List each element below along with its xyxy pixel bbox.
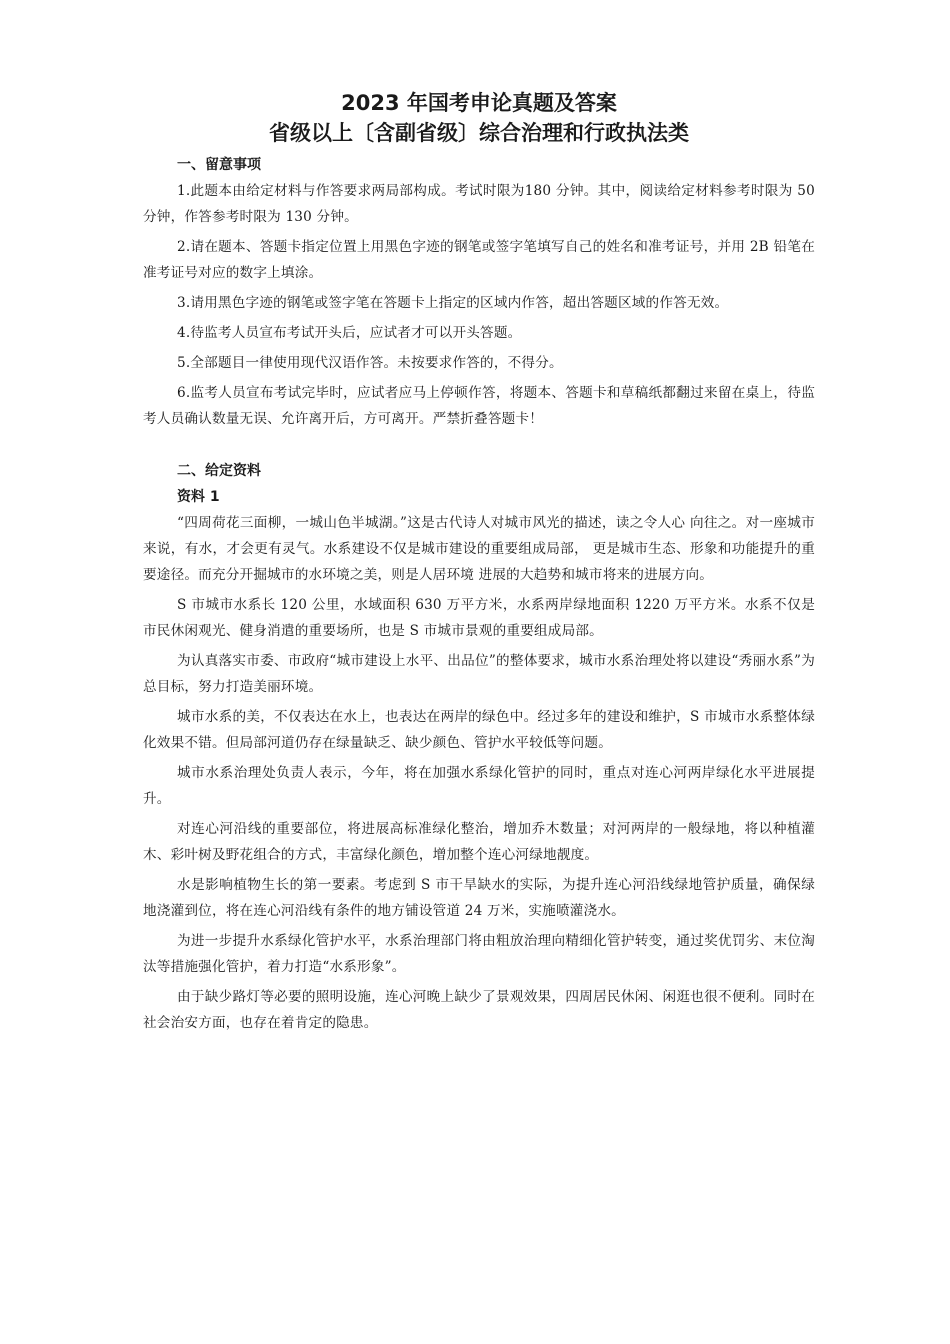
section-heading-materials: 二、给定资料 [177, 463, 261, 479]
note-item: 6.监考人员宣布考试完毕时，应试者应马上停顿作答，将题本、答题卡和草稿纸都翻过来留在桌上，待监考人员确认数量无误、允许离开后，方可离开。严禁折叠答题卡！ [143, 385, 815, 427]
material-paragraph: 城市水系的美，不仅表达在水上，也表达在两岸的绿色中。经过多年的建设和维护，S 市城市水系整体绿化效果不错。但局部河道仍存在绿量缺乏、缺少颜色、管护水平较低等问题。 [143, 709, 815, 751]
material-paragraph: 为认真落实市委、市政府“城市建设上水平、出品位”的整体要求，城市水系治理处将以建设“秀丽水系”为总目标，努力打造美丽环境。 [143, 653, 815, 695]
material-paragraph: 由于缺少路灯等必要的照明设施，连心河晚上缺少了景观效果，四周居民休闲、闲逛也很不便利。同时在社会治安方面，也存在着肯定的隐患。 [143, 989, 815, 1031]
document-title: 2023 年国考申论真题及答案 [341, 91, 617, 115]
note-item: 3.请用黑色字迹的钢笔或签字笔在答题卡上指定的区域内作答，超出答题区域的作答无效。 [177, 295, 729, 311]
material-label: 资料 1 [177, 489, 220, 505]
section-heading-notes: 一、留意事项 [177, 157, 261, 173]
material-paragraph: 水是影响植物生长的第一要素。考虑到 S 市干旱缺水的实际，为提升连心河沿线绿地管护质量，确保绿地浇灌到位，将在连心河沿线有条件的地方铺设管道 24 万米，实施喷灌浇水。 [143, 877, 815, 919]
material-paragraph: 城市水系治理处负责人表示，今年，将在加强水系绿化管护的同时，重点对连心河两岸绿化水平进展提升。 [143, 765, 815, 807]
material-paragraph: 为进一步提升水系绿化管护水平，水系治理部门将由粗放治理向精细化管护转变，通过奖优罚劣、末位淘汰等措施强化管护，着力打造“水系形象”。 [143, 933, 815, 975]
note-item: 5.全部题目一律使用现代汉语作答。未按要求作答的，不得分。 [177, 355, 563, 371]
note-item: 2.请在题本、答题卡指定位置上用黑色字迹的钢笔或签字笔填写自己的姓名和准考证号，并用 2B 铅笔在准考证号对应的数字上填涂。 [143, 239, 815, 281]
material-paragraph: 对连心河沿线的重要部位，将进展高标准绿化整治，增加乔木数量；对河两岸的一般绿地，将以种植灌木、彩叶树及野花组合的方式，丰富绿化颜色，增加整个连心河绿地靓度。 [143, 821, 815, 863]
document-subtitle: 省级以上〔含副省级〕综合治理和行政执法类 [269, 121, 689, 145]
document-page [143, 88, 815, 1040]
material-paragraph: S 市城市水系长 120 公里，水域面积 630 万平方米，水系两岸绿地面积 1220 万平方米。水系不仅是市民休闲观光、健身消遣的重要场所，也是 S 市城市景观的重要组成局部。 [143, 597, 815, 639]
note-item: 1.此题本由给定材料与作答要求两局部构成。考试时限为180 分钟。其中，阅读给定材料参考时限为 50 分钟，作答参考时限为 130 分钟。 [143, 183, 815, 225]
note-item: 4.待监考人员宣布考试开头后，应试者才可以开头答题。 [177, 325, 522, 341]
material-paragraph: “四周荷花三面柳，一城山色半城湖。”这是古代诗人对城市风光的描述，读之令人心 向往之。对一座城市来说，有水，才会更有灵气。水系建设不仅是城市建设的重要组成局部， 更是城市生态、形象和功能提升的重要途径。而充分开掘城市的水环境之美，则是人居环境 进展的大趋势和城市将来的进展方向。 [143, 515, 815, 583]
